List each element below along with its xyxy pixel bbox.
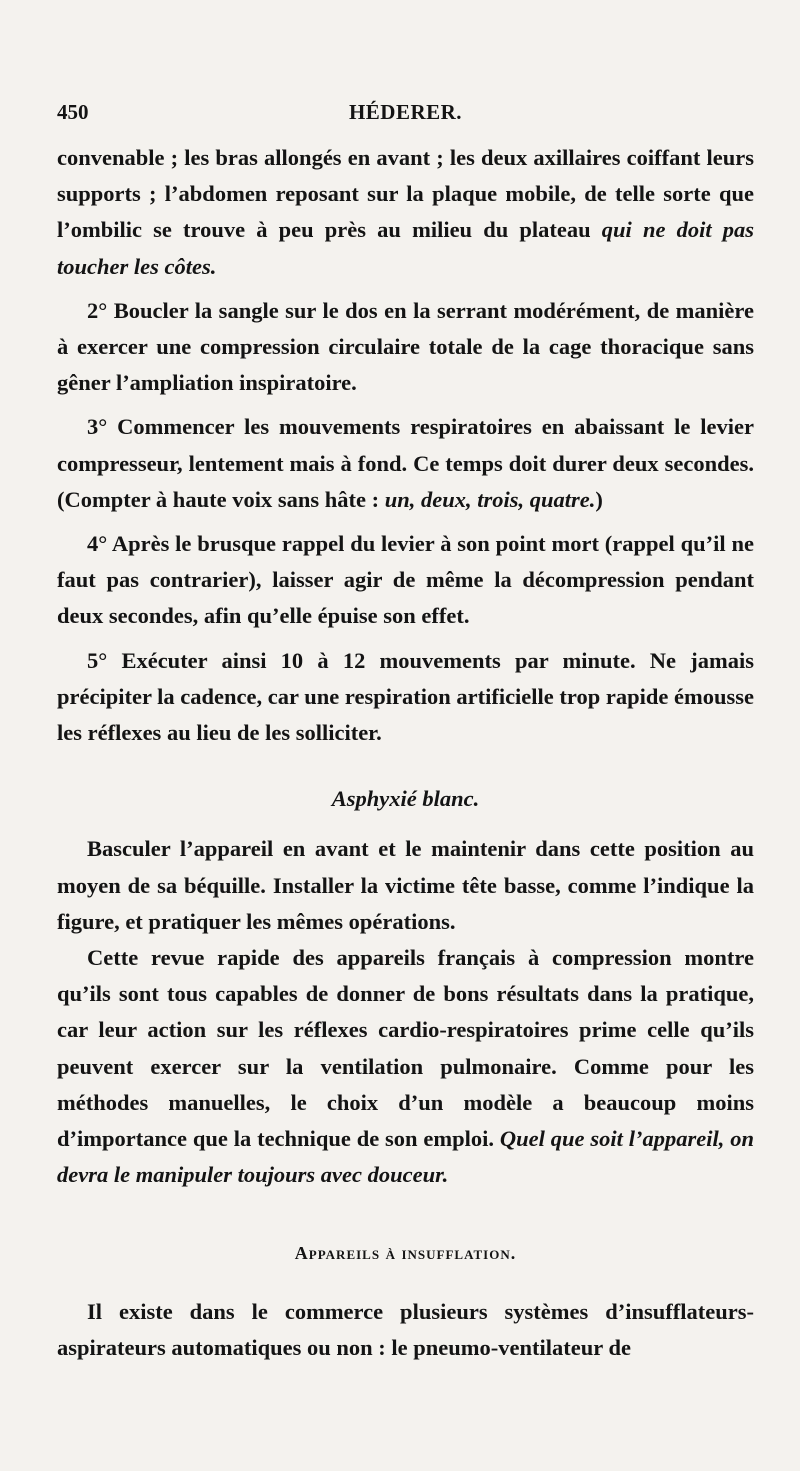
page-number: 450 [57, 100, 89, 124]
subheading: Asphyxié blanc. [331, 786, 480, 812]
paragraph-3-italic: un, deux, trois, quatre. [384, 486, 596, 512]
paragraph-2: 2° Boucler la sangle sur le dos en la serrant modérément, de manière à exercer une compression circulaire totale de la cage thoracique sans gêner l’ampliation inspiratoire. [57, 297, 754, 396]
paragraph-1-text: convenable ; les bras allongés en avant ; les deux axillaires coiffant leurs supports ; l’abdomen reposant sur la plaque mobile, de telle sorte que l’ombilic se trouve à peu près au milieu du plateau [57, 145, 754, 243]
paragraph-3 [57, 409, 754, 518]
paragraph-1-italic: qui ne doit pas toucher les côtes. [57, 217, 754, 279]
paragraph-3-tail: ) [595, 486, 603, 512]
page-body [57, 140, 754, 1366]
paragraph-7-text: Cette revue rapide des appareils français à compression montre qu’ils sont tous capables de donner de bons résultats dans la pratique, car leur action sur les réflexes cardio-respiratoires prime celle qu’ils peuvent exercer sur la ventilation pulmonaire. Comme pour les méthodes manuelles, le choix d’un modèle a beaucoup moins d’importance que la technique de son emploi. [57, 945, 754, 1152]
paragraph-1 [57, 140, 754, 285]
running-title: HÉDERER. [348, 100, 463, 124]
running-header [57, 100, 754, 130]
paragraph-4: 4° Après le brusque rappel du levier à son point mort (rappel qu’il ne faut pas contrarier), laisser agir de même la décompression pendant deux secondes, afin qu’elle épuise son effet. [57, 531, 754, 629]
paragraph-6: Basculer l’appareil en avant et le maintenir dans cette position au moyen de sa béquille. Installer la victime tête basse, comme l’indique la figure, et pratiquer les mêmes opérations. [57, 836, 754, 934]
paragraph-7-italic: Quel que soit l’appareil, on devra le manipuler toujours avec douceur. [57, 1126, 754, 1188]
paragraph-5: 5° Exécuter ainsi 10 à 12 mouvements par minute. Ne jamais précipiter la cadence, car une respiration artificielle trop rapide émousse les réflexes au lieu de les solliciter. [57, 647, 754, 746]
paragraph-3-text: 3° Commencer les mouvements respiratoires en abaissant le levier compresseur, lentement mais à fond. Ce temps doit durer deux secondes. (Compter à haute voix sans hâte : [57, 414, 754, 512]
paragraph-7 [57, 940, 754, 1193]
paragraph-8: Il existe dans le commerce plusieurs systèmes d’insufflateurs-aspirateurs automatiques ou non : le pneumo-ventilateur de [57, 1298, 754, 1360]
section-heading: Appareils à insufflation. [294, 1243, 517, 1264]
